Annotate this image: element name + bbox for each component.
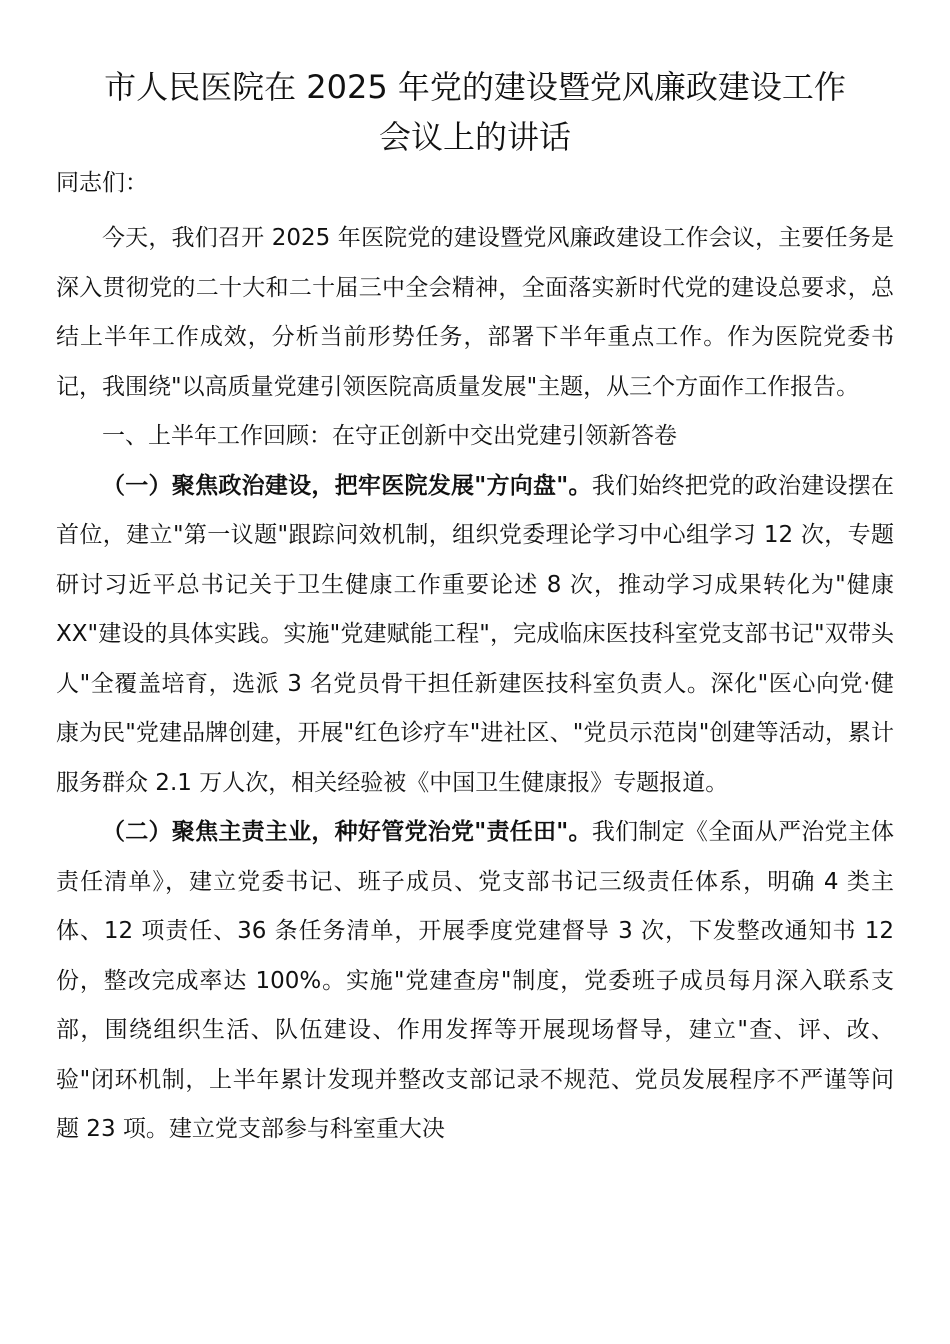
intro-paragraph: 今天，我们召开 2025 年医院党的建设暨党风廉政建设工作会议，主要任务是深入贯彻党的二十大和二十届三中全会精神，全面落实新时代党的建设总要求，总结上半年工作成效，分析当前形势任务，部署下半年重点工作。作为医院党委书记，我围绕"以高质量党建引领医院高质量发展"主题，从三个方面作工作报告。	[56, 225, 894, 400]
salutation: 同志们：	[56, 170, 148, 196]
item-2-paragraph	[56, 808, 894, 1155]
document-title	[56, 62, 894, 162]
item-2-text: 我们制定《全面从严治党主体责任清单》，建立党委书记、班子成员、党支部书记三级责任体系，明确 4 类主体、12 项责任、36 条任务清单，开展季度党建督导 3 次，下发整改通知书 12 份，整改完成率达 100%。实施"党建查房"制度，党委班子成员每月深入联系支部，围绕组织生活、队伍建设、作用发挥等开展现场督导，建立"查、评、改、验"闭环机制，上半年累计发现并整改支部记录不规范、党员发展程序不严谨等问题 23 项。建立党支部参与科室重大决	[56, 819, 894, 1142]
title-line-1: 市人民医院在 2025 年党的建设暨党风廉政建设工作	[104, 68, 846, 106]
section-1-heading: 一、上半年工作回顾：在守正创新中交出党建引领新答卷	[102, 423, 677, 449]
title-line-2: 会议上的讲话	[378, 118, 571, 156]
item-1-text: 我们始终把党的政治建设摆在首位，建立"第一议题"跟踪问效机制，组织党委理论学习中心组学习 12 次，专题研讨习近平总书记关于卫生健康工作重要论述 8 次，推动学习成果转化为"健康 XX"建设的具体实践。实施"党建赋能工程"，完成临床医技科室党支部书记"双带头人"全覆盖培育，选派 3 名党员骨干担任新建医技科室负责人。深化"医心向党·健康为民"党建品牌创建，开展"红色诊疗车"进社区、"党员示范岗"创建等活动，累计服务群众 2.1 万人次，相关经验被《中国卫生健康报》专题报道。	[56, 472, 894, 796]
document-page	[56, 62, 894, 1155]
item-1-paragraph	[56, 462, 894, 809]
item-1-heading: （一）聚焦政治建设，把牢医院发展"方向盘"。	[102, 472, 592, 499]
item-2-heading: （二）聚焦主责主业，种好管党治党"责任田"。	[102, 819, 592, 845]
